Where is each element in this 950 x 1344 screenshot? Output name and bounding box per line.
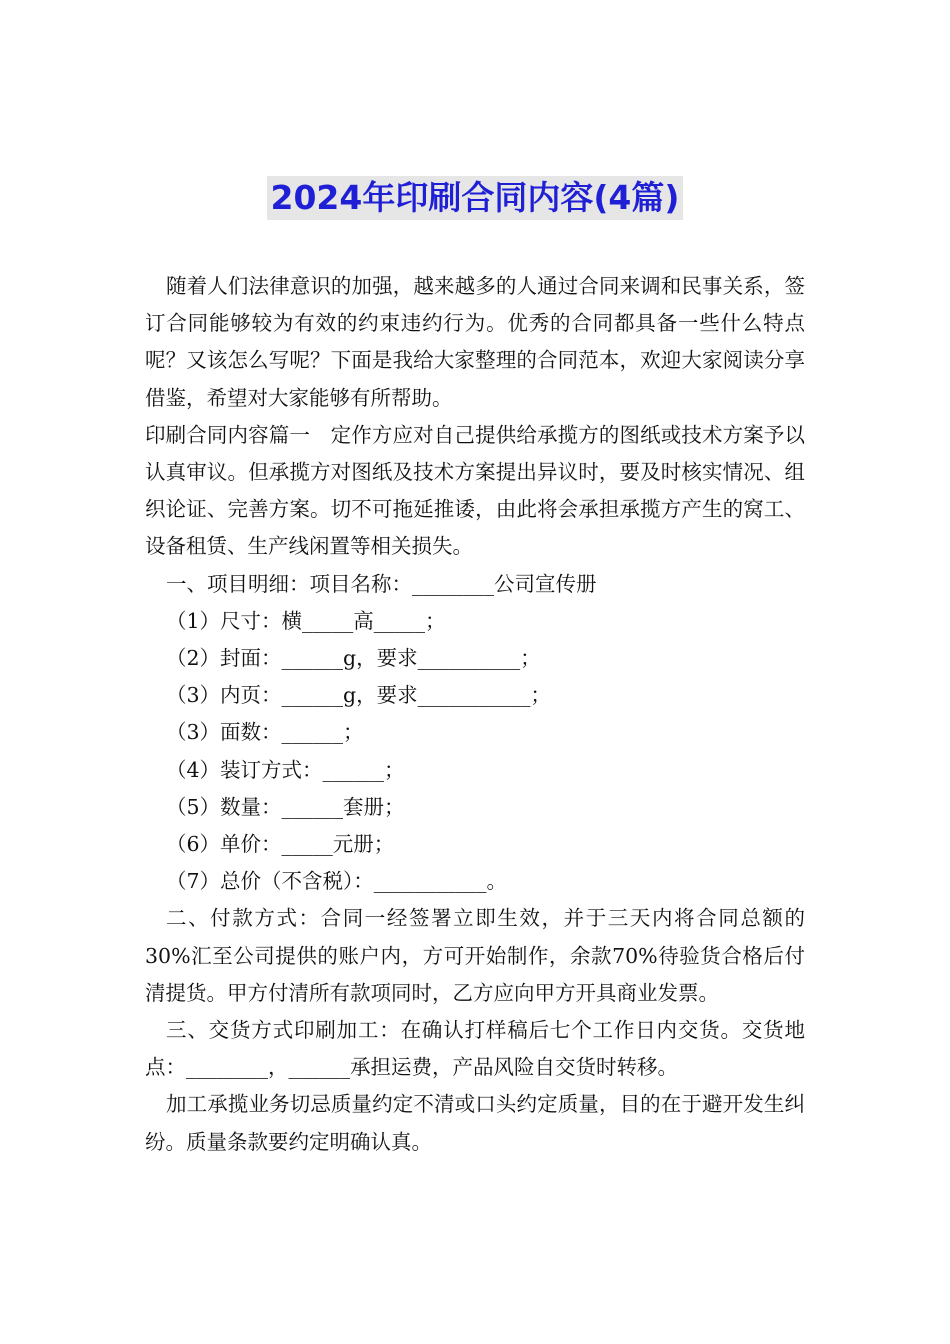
item-page-count: （3）面数：______； <box>166 720 364 745</box>
item-unit-price: （6）单价：_____元册； <box>166 832 395 857</box>
document-title: 2024年印刷合同内容(4篇) <box>267 176 684 220</box>
item-cover: （2）封面：______g，要求__________； <box>166 646 541 671</box>
item-binding: （4）装订方式：______； <box>166 757 405 782</box>
item-inner-pages: （3）内页：______g，要求___________； <box>166 683 551 708</box>
document-body <box>145 268 805 1161</box>
paragraph-intro: 随着人们法律意识的加强，越来越多的人通过合同来调和民事关系，签订合同能够较为有效的约束违约行为。优秀的合同都具备一些什么特点呢？又该怎么写呢？下面是我给大家整理的合同范本，欢迎大家阅读分享借鉴，希望对大家能够有所帮助。 <box>145 274 805 410</box>
paragraph-delivery: 三、交货方式印刷加工：在确认打样稿后七个工作日内交货。交货地点：________，______承担运费，产品风险自交货时转移。 <box>145 1018 805 1080</box>
item-quantity: （5）数量：______套册； <box>166 794 405 819</box>
title-container <box>0 176 950 220</box>
paragraph-project-details: 一、项目明细：项目名称：________公司宣传册 <box>166 571 597 596</box>
item-total-price: （7）总价（不含税）：___________。 <box>166 869 508 894</box>
paragraph-quality: 加工承揽业务切忌质量约定不清或口头约定质量，目的在于避开发生纠纷。质量条款要约定明确认真。 <box>145 1092 805 1154</box>
paragraph-section-one: 印刷合同内容篇一 定作方应对自己提供给承揽方的图纸或技术方案予以认真审议。但承揽方对图纸及技术方案提出异议时，要及时核实情况、组织论证、完善方案。切不可拖延推诿，由此将会承担承揽方产生的窝工、设备租赁、生产线闲置等相关损失。 <box>145 422 805 559</box>
paragraph-payment: 二、付款方式：合同一经签署立即生效，并于三天内将合同总额的30%汇至公司提供的账户内，方可开始制作，余款70%待验货合格后付清提货。甲方付清所有款项同时，乙方应向甲方开具商业发票。 <box>145 906 805 1005</box>
item-size: （1）尺寸：横_____高_____； <box>166 608 446 633</box>
